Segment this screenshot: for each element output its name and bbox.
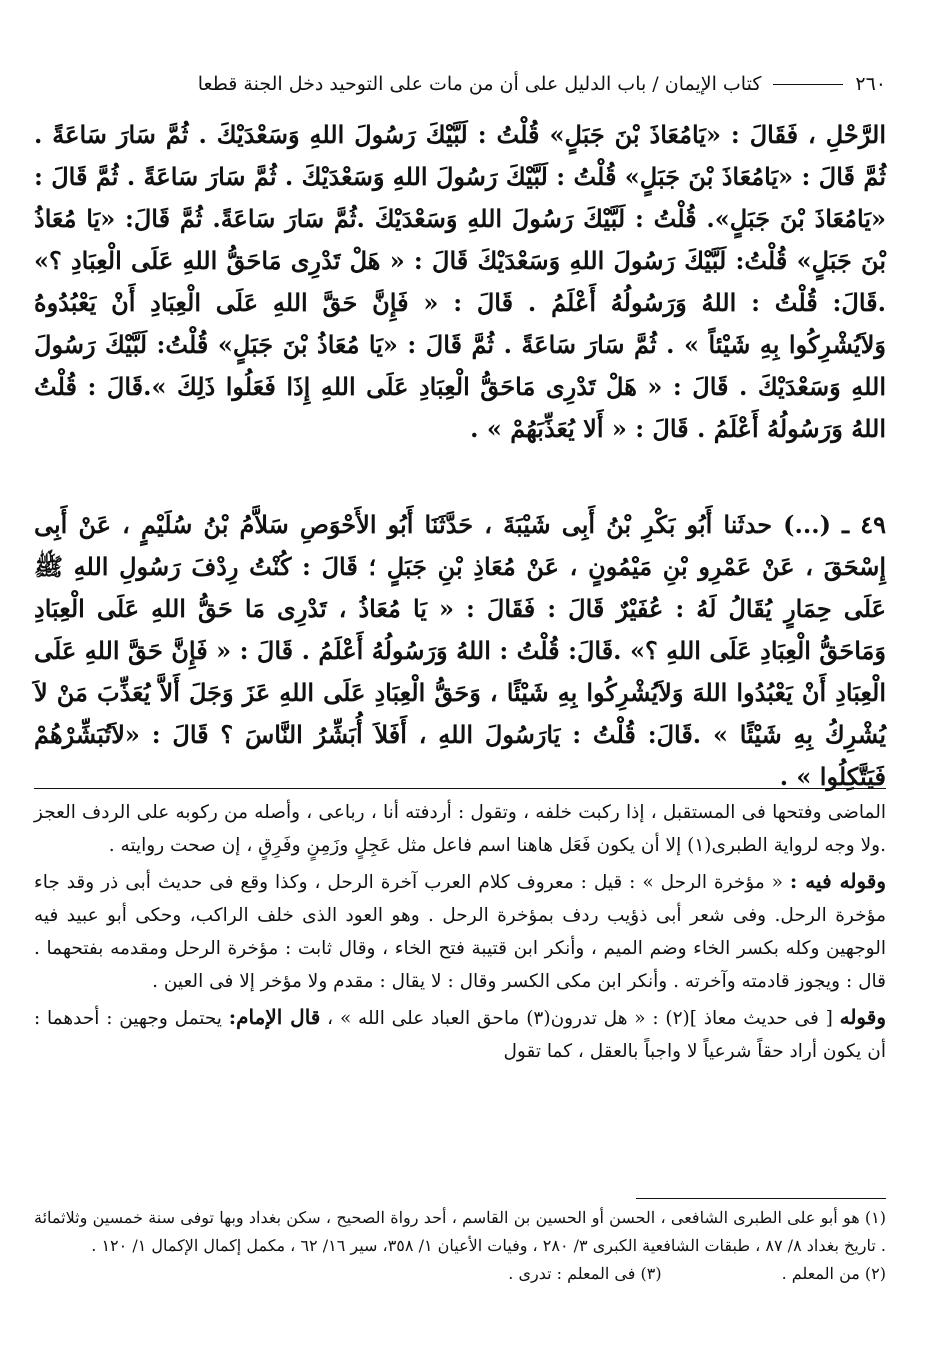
hadith-49-text: [34, 504, 886, 791]
commentary-paragraph-2: [34, 865, 886, 998]
hadith-49-paragraph: ٤٩ ـ (...) حدثَنا أَبُو بَكْرِ بْنُ أَبِى شَيْبَةَ ، حَدَّثَنَا أَبُو الأَحْوَصِ سَلاَّمُ بْنُ سُلَيْمٍ ، عَنْ أَبِى إِسْحَقَ ، عَنْ عَمْرِو بْنِ مَيْمُونٍ ، عَنْ مُعَاذِ بْنِ جَبَلٍ ؛ قَالَ : كُنْتُ رِدْفَ رَسُولِ اللهِ ﷺ عَلَى حِمَارٍ يُقَالُ لَهُ : عُفَيْرٌ قَالَ : فَقَالَ : « يَا مُعَاذُ ، تَدْرِى مَا حَقُّ اللهِ عَلَى الْعِبَادِ وَمَاحَقُّ الْعِبَادِ عَلَى اللهِ ؟» .قَالَ: قُلْتُ : اللهُ وَرَسُولُهُ أَعْلَمُ . قَالَ : « فَإِنَّ حَقَّ اللهِ عَلَى الْعِبَادِ أَنْ يَعْبُدُوا اللهَ وَلاَيُشْرِكُوا بِهِ شَيْئًا ، وَحَقُّ الْعِبَادِ عَلَى اللهِ عَزَ وَجَلَ أَلاَّ يُعَذِّبَ مَنْ لاَ يُشْرِكُ بِهِ شَيْئًا » .قَالَ: قُلْتُ : يَارَسُولَ اللهِ ، أَفَلاَ أُبَشِّرُ النَّاسَ ؟ قَالَ : «لاَتُبَشِّرْهُمْ فَيَتَّكِلُوا » .: [34, 510, 886, 791]
commentary-body: يحتمل وجهين : أحدهما : أن يكون أراد حقاً شرعياً لا واجباً بالعقل ، كما تقول: [34, 1008, 886, 1062]
commentary-body: [ فى حديث معاذ ](٢) : « هل تدرون(٣) ماحق العباد على الله » ،: [327, 1008, 833, 1029]
imam-label: قال الإمام:: [228, 1005, 321, 1029]
footnote-1: (١) هو أبو على الطبرى الشافعى ، الحسن أو الحسين بن القاسم ، أحد رواة الصحيح ، سكن بغداد وبها توفى سنة خمسين وثلاثمائة . تاريخ بغداد ٨/ ٨٧ ، طبقات الشافعية الكبرى ٣/ ٢٨٠ ، وفيات الأعيان ١/ ٣٥٨، سير ١٦/ ٦٢ ، مكمل إكمال الإكمال ١/ ١٢٠ .: [34, 1208, 886, 1255]
footnotes-section: [34, 1204, 886, 1288]
commentary-lead: وقوله فيه :: [789, 869, 887, 893]
footnote-rule: [636, 1198, 886, 1199]
page-header: [34, 70, 886, 98]
hadith-48-paragraph: الرَّحْلِ ، فَقَالَ : «يَامُعَاذَ بْنَ جَبَلٍ» قُلْتُ : لَبَّيْكَ رَسُولَ اللهِ وَسَعْدَيْكَ . ثُمَّ سَارَ سَاعَةً . ثُمَّ قَالَ : «يَامُعَاذَ بْنَ جَبَلٍ» قُلْتُ : لَبَّيْكَ رَسُولَ اللهِ وَسَعْدَيْكَ . ثُمَّ سَارَ سَاعَةً . ثُمَّ قَالَ : «يَامُعَاذَ بْنَ جَبَلٍ». قُلْتُ : لَبَّيْكَ رَسُولَ اللهِ وَسَعْدَيْكَ .ثُمَّ سَارَ سَاعَةً. ثُمَّ قَالَ: «يَا مُعَاذُ بْنَ جَبَلٍ» قُلْتُ: لَبَّيْكَ رَسُولَ اللهِ وَسَعْدَيْكَ قَالَ : « هَلْ تَدْرِى مَاحَقُّ اللهِ عَلَى الْعِبَادِ ؟» .قَالَ: قُلْتُ : اللهُ وَرَسُولُهُ أَعْلَمُ . قَالَ : « فَإِنَّ حَقَّ اللهِ عَلَى الْعِبَادِ أَنْ يَعْبُدُوهُ وَلاَيُشْرِكُوا بِهِ شَيْئاً » . ثُمَّ سَارَ سَاعَةً . ثُمَّ قَالَ : «يَا مُعَاذُ بْنَ جَبَلٍ» قُلْتُ: لَبَّيْكَ رَسُولَ اللهِ وَسَعْدَيْكَ . قَالَ : « هَلْ تَدْرِى مَاحَقُّ الْعِبَادِ عَلَى اللهِ إِذَا فَعَلُوا ذَلِكَ ».قَالَ : قُلْتُ اللهُ وَرَسُولُهُ أَعْلَمُ . قَالَ : « أَلا يُعَذِّبَهُمْ » .: [34, 120, 887, 443]
commentary-paragraph-1: الماضى وفتحها فى المستقبل ، إذا ركبت خلفه ، وتقول : أردفته أنا ، رباعى ، وأصله من ركوبه على الردف العجز .ولا وجه لرواية الطبرى(١) إلا أن يكون فَعَل هاهنا اسم فاعل مثل عَجِلٍ وزَمِنٍ وفَرِقٍ ، إن صحت روايته .: [34, 802, 886, 856]
text-commentary-divider: [34, 788, 886, 789]
commentary-paragraph-3: [34, 1001, 886, 1068]
commentary-body: « مؤخرة الرحل » : قيل : معروف كلام العرب آخرة الرحل ، وكذا وقع فى حديث أبى ذر وقد جاء مؤخرة الرحل. وفى شعر أبى ذؤيب ردف بمؤخرة الرحل . وهو العود الذى خلف الراكب، وحكى أبو عبيد فيه الوجهين وكله بكسر الخاء وضم الميم ، وأنكر ابن قتيبة فتح الخاء ، وقال ثابت : مؤخرة الرحل ومقدمه بفتحهما . قال : ويجوز قادمته وآخرته . وأنكر ابن مكى الكسر وقال : لا يقال : مقدم ولا مؤخر إلا فى العين .: [34, 872, 886, 992]
header-rule: [773, 84, 843, 85]
footnote-row: [34, 1260, 886, 1288]
footnote-3: (٣) فى المعلم : تدرى .: [508, 1264, 662, 1283]
commentary-section: [34, 796, 886, 1068]
hadith-48-text: [34, 114, 886, 504]
running-title: كتاب الإيمان / باب الدليل على أن من مات على التوحيد دخل الجنة قطعا: [197, 73, 762, 95]
footnote-2: (٢) من المعلم .: [781, 1264, 886, 1283]
commentary-lead: وقوله: [839, 1005, 886, 1029]
page-number: ٢٦٠: [855, 73, 886, 95]
